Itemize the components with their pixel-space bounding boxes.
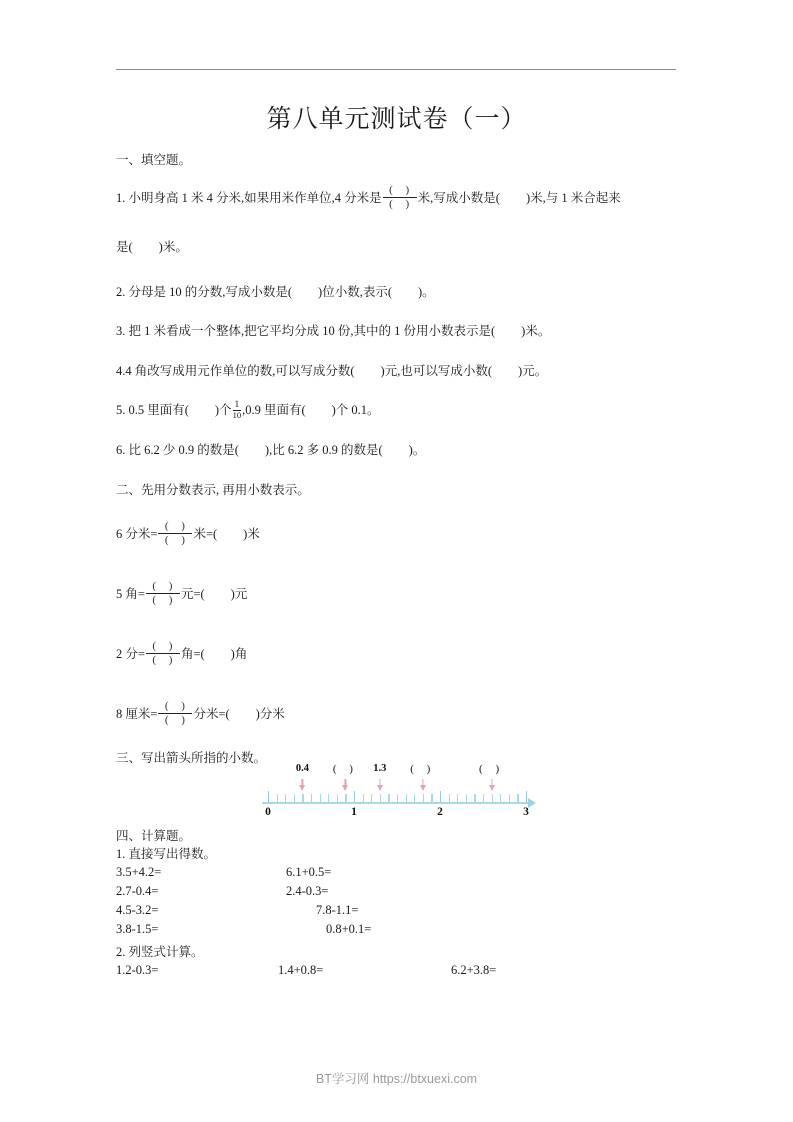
axis-minor-tick [406,794,407,802]
fraction-blank [146,641,180,667]
oral-expression: 7.8-1.1= [316,903,359,918]
question-1-text-a: 1. 小明身高 1 米 4 分米,如果用米作单位,4 分米是 [116,190,382,205]
axis-minor-tick [380,794,381,802]
vertical-expression: 1.2-0.3= [116,963,159,978]
question-1-text-e: )米。 [158,239,188,254]
fraction-numerator: ( ) [164,699,190,712]
question-1 [116,183,678,257]
fraction-numerator: ( ) [152,639,178,652]
page-title: 第八单元测试卷（一） [266,104,527,133]
section-4-heading: 四、计算题。 [116,829,192,843]
convert-item-4 [116,699,678,728]
footer-watermark: BT学习网 https://btxuexi.com [315,1072,478,1086]
axis-minor-tick [328,794,329,802]
header-rule [116,69,676,70]
question-2-text-c: )。 [418,284,435,299]
section-4-sub-1: 1. 直接写出得数。 [116,847,217,862]
oral-expression: 4.5-3.2= [116,903,159,918]
convert-item-1 [116,519,678,548]
axis-minor-tick [483,794,484,802]
pointer-arrow-icon [377,785,383,791]
number-line-answer-blank[interactable]: ( ) [410,763,436,775]
vertical-expression: 1.4+0.8= [278,963,324,978]
one-tenth-fraction [233,401,242,420]
fraction-blank [158,521,192,547]
question-3-text-a: 3. 把 1 米看成一个整体,把它平均分成 10 份,其中的 1 份用小数表示是( [116,324,496,339]
fraction-blank [146,581,180,607]
axis-minor-tick [457,794,458,802]
worksheet-body [116,152,678,983]
section-2-heading: 二、先用分数表示, 再用小数表示。 [116,483,310,497]
axis-major-tick [526,791,527,802]
oral-calc-row [116,865,678,884]
fraction-denominator: 10 [232,410,242,421]
oral-expression: 3.5+4.2= [116,865,162,880]
axis-minor-tick [345,794,346,802]
convert-item-3 [116,639,678,668]
question-5-text-d: )个 0.1。 [331,403,380,417]
question-6-text-c: )。 [408,442,426,457]
axis-tick-label: 3 [523,806,529,818]
question-3 [116,322,678,341]
question-5 [116,401,678,421]
axis-minor-tick [277,794,278,802]
oral-expression: 6.1+0.5= [286,865,332,880]
fraction-blank [383,185,417,211]
convert-item-1-unit: 米=( [193,526,218,541]
axis-minor-tick [337,794,338,802]
axis-minor-tick [311,794,312,802]
axis-minor-tick [492,794,493,802]
oral-calc-row [116,922,678,941]
question-5-text-b: )个 [214,403,232,417]
axis-tick-label: 1 [351,806,357,818]
number-line-value-label: 1.3 [373,763,387,774]
pointer-arrow-icon [299,785,305,791]
section-1-heading: 一、填空题。 [116,153,192,167]
pointer-arrow-icon [342,785,348,791]
convert-item-3-unit: 角=( [180,646,205,661]
oral-expression: 3.8-1.5= [116,922,159,937]
convert-item-1-tail: )米 [243,526,260,541]
number-line-axis [262,802,530,804]
axis-minor-tick [320,794,321,802]
fraction-numerator: ( ) [152,579,178,592]
axis-minor-tick [371,794,372,802]
axis-major-tick [354,791,355,802]
question-2-text-b: )位小数,表示( [318,284,392,299]
fraction-denominator: ( ) [164,533,190,546]
number-line-value-label: 0.4 [295,763,309,774]
axis-minor-tick [397,794,398,802]
number-line [262,763,544,827]
convert-item-2-lead: 5 角= [116,586,145,601]
fraction-numerator: ( ) [389,183,415,196]
fraction-denominator: ( ) [164,713,190,726]
oral-expression: 2.7-0.4= [116,884,159,899]
convert-item-2-unit: 元=( [180,586,205,601]
fraction-denominator: ( ) [389,197,415,210]
convert-item-3-tail: )角 [230,646,248,661]
section-4-sub-2: 2. 列竖式计算。 [116,945,204,960]
question-1-text-c: )米,与 1 米合起来 [525,190,621,205]
axis-minor-tick [363,794,364,802]
convert-item-2-tail: )元 [230,586,248,601]
axis-minor-tick [423,794,424,802]
oral-expression: 2.4-0.3= [286,884,329,899]
axis-minor-tick [285,794,286,802]
question-1-text-d: 是( [116,239,133,254]
axis-major-tick [440,791,441,802]
axis-arrowhead-icon [528,798,536,808]
number-line-answer-blank[interactable]: ( ) [332,763,358,775]
axis-minor-tick [294,794,295,802]
question-5-text-a: 5. 0.5 里面有( [116,403,189,417]
axis-tick-label: 2 [437,806,443,818]
pointer-arrow-icon [420,785,426,791]
question-2 [116,283,678,302]
vertical-calc-row [116,963,678,983]
convert-item-4-unit: 分米=( [193,706,230,721]
question-2-text-a: 2. 分母是 10 的分数,写成小数是( [116,284,293,299]
question-6-text-a: 6. 比 6.2 少 0.9 的数是( [116,442,239,457]
axis-minor-tick [517,794,518,802]
axis-minor-tick [509,794,510,802]
question-4-text-b: )元,也可以写成小数( [380,363,492,378]
convert-item-1-lead: 6 分米= [116,526,158,541]
question-6-text-b: ),比 6.2 多 0.9 的数是( [264,442,383,457]
vertical-expression: 6.2+3.8= [451,963,497,978]
number-line-figure [116,763,678,827]
oral-calc-row [116,903,678,922]
question-6 [116,441,678,460]
oral-expression: 0.8+0.1= [326,922,372,937]
axis-minor-tick [474,794,475,802]
fraction-numerator: ( ) [164,519,190,532]
fraction-denominator: ( ) [152,653,178,666]
question-3-text-b: )米。 [521,324,551,339]
oral-calc-row [116,884,678,903]
convert-item-3-lead: 2 分= [116,646,145,661]
section-3-heading: 三、写出箭头所指的小数。 [116,750,267,765]
question-4-text-a: 4.4 角改写成用元作单位的数,可以写成分数( [116,363,355,378]
axis-minor-tick [388,794,389,802]
convert-item-4-tail: )分米 [255,706,285,721]
axis-tick-label: 0 [265,806,271,818]
fraction-denominator: ( ) [152,593,178,606]
convert-item-2 [116,579,678,608]
fraction-numerator: 1 [234,399,240,410]
axis-minor-tick [302,794,303,802]
pointer-arrow-icon [489,785,495,791]
axis-minor-tick [431,794,432,802]
axis-minor-tick [466,794,467,802]
question-4-text-c: )元。 [518,363,548,378]
question-4 [116,362,678,381]
axis-minor-tick [449,794,450,802]
question-1-text-b: 米,写成小数是( [417,190,500,205]
question-5-text-c: ,0.9 里面有( [242,403,306,417]
axis-major-tick [268,791,269,802]
axis-minor-tick [414,794,415,802]
axis-minor-tick [500,794,501,802]
number-line-answer-blank[interactable]: ( ) [479,763,505,775]
fraction-blank [158,701,192,727]
convert-item-4-lead: 8 厘米= [116,706,158,721]
